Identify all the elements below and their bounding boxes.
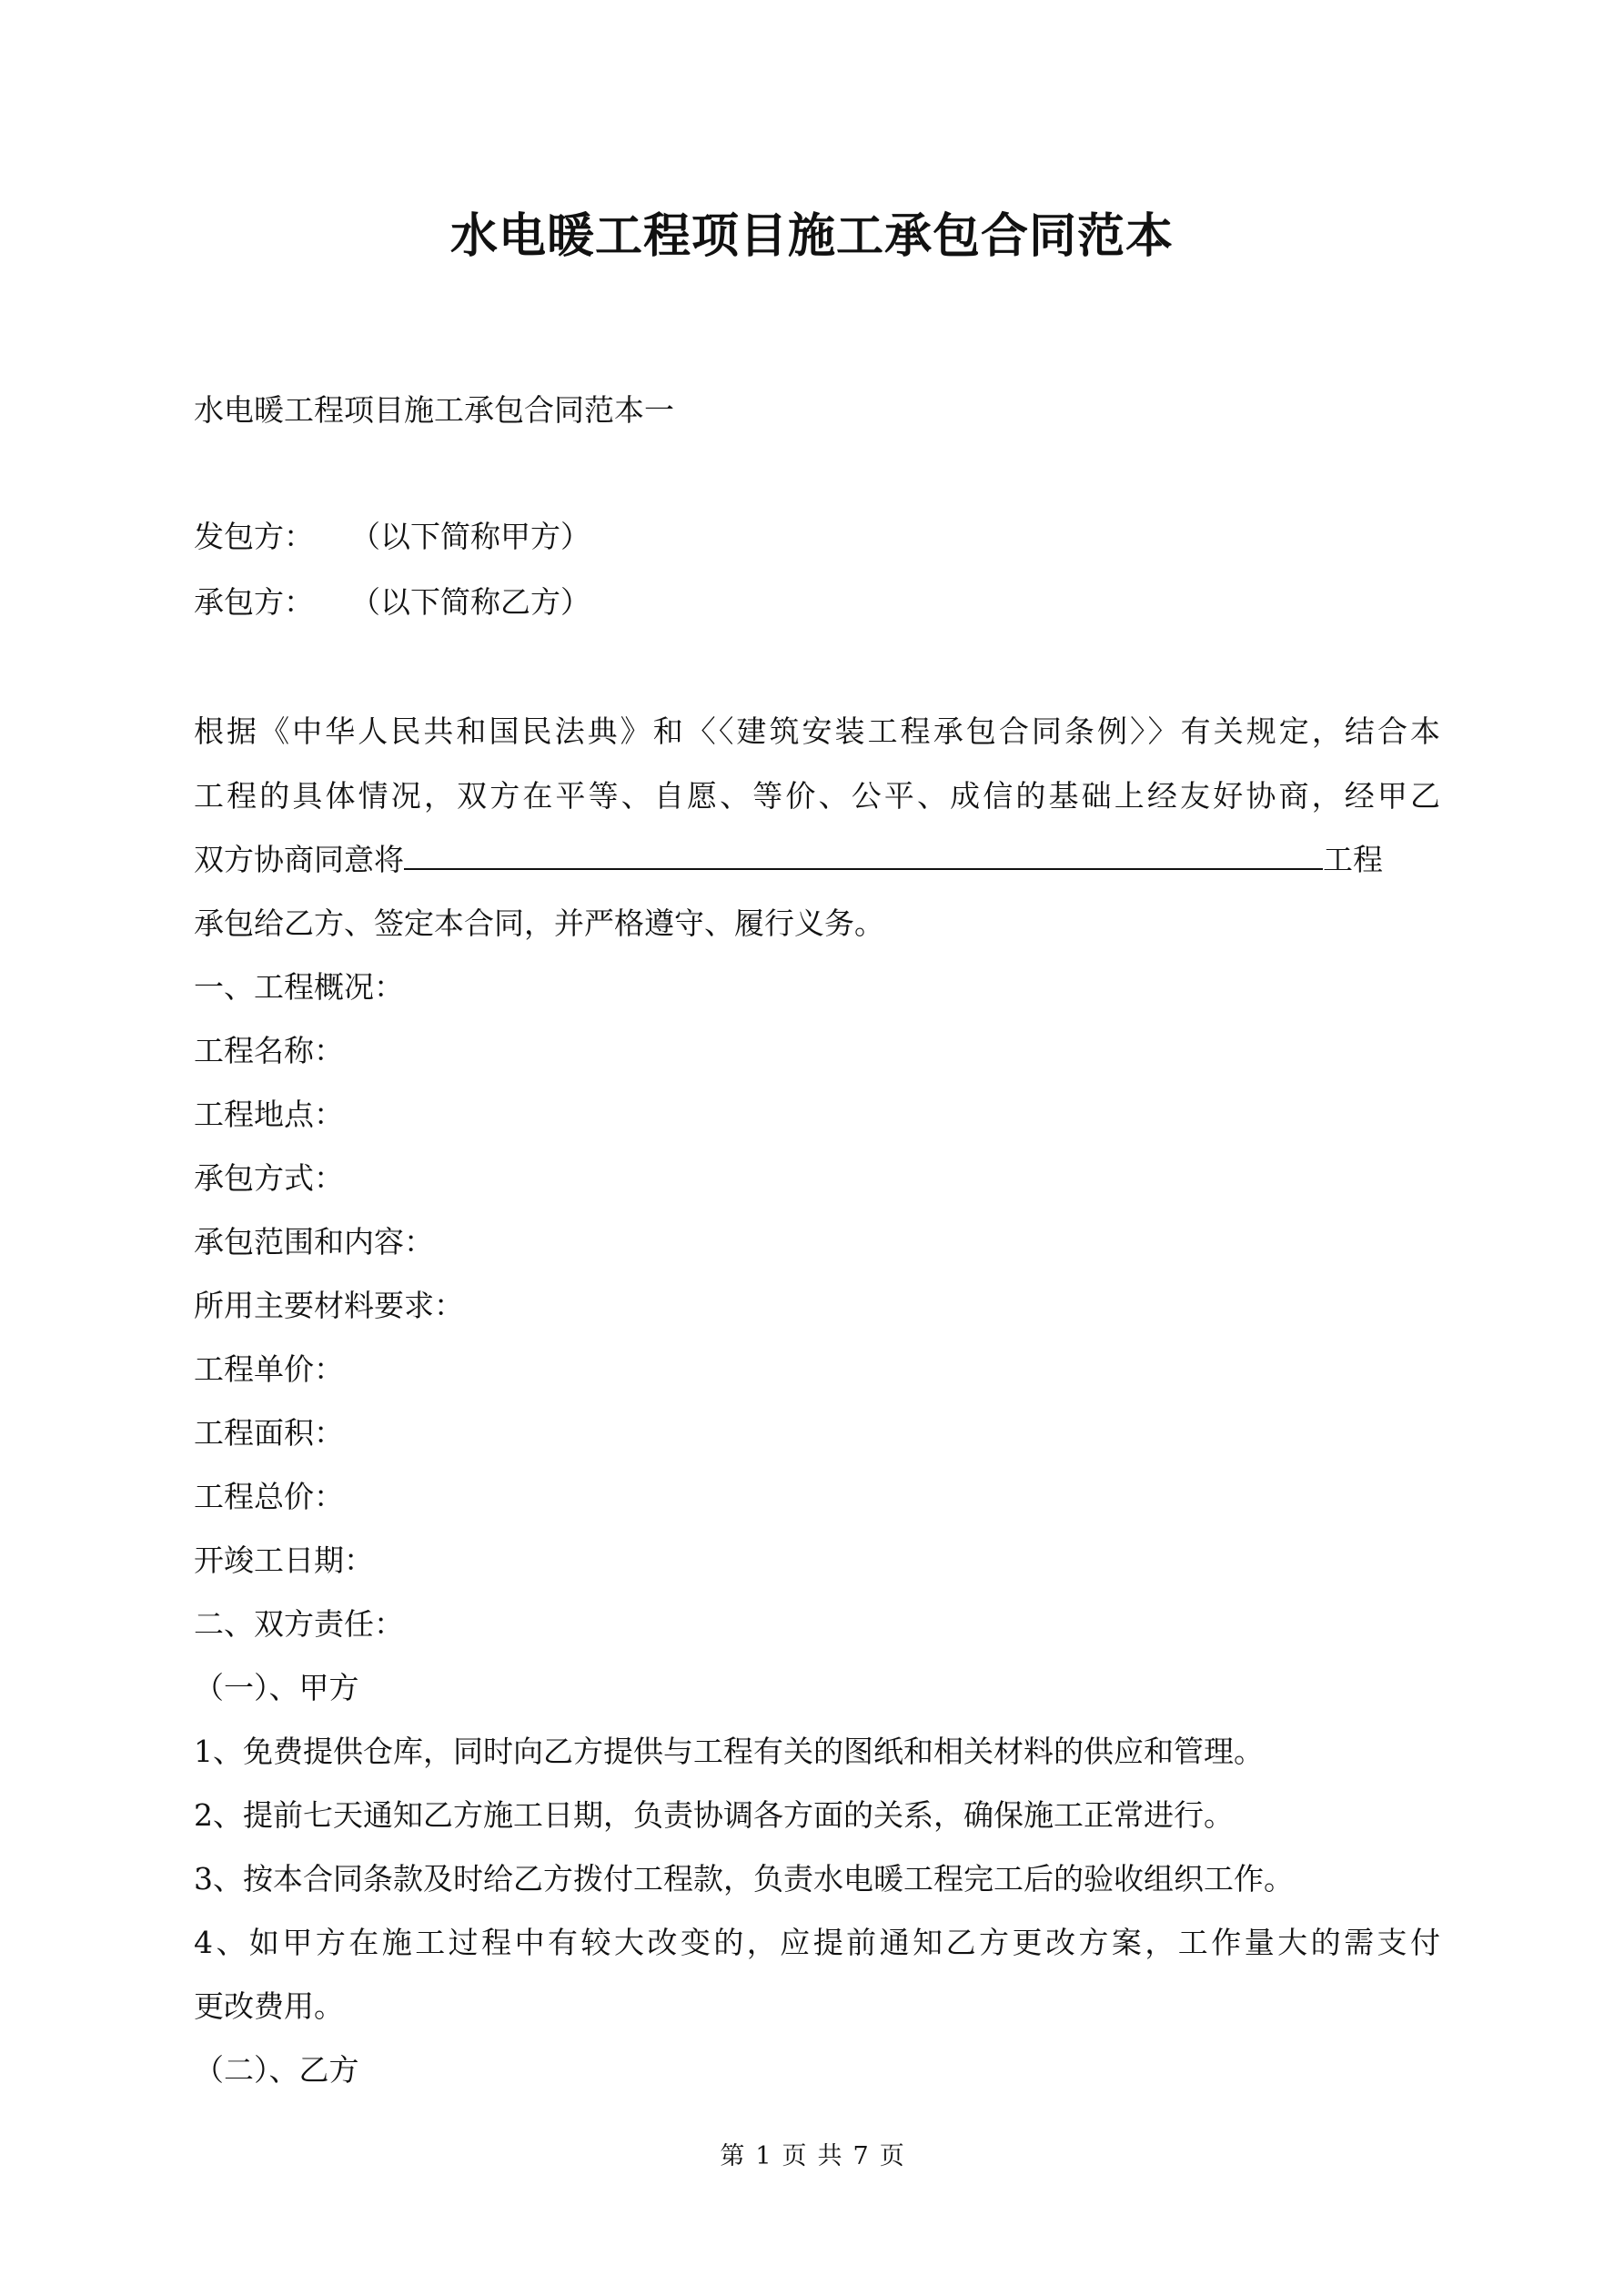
intro-line-3-before: 双方协商同意将 (194, 842, 404, 877)
field-materials: 所用主要材料要求： (194, 1288, 464, 1323)
intro-line-2: 工程的具体情况，双方在平等、自愿、等价、公平、成信的基础上经友好协商，经甲乙 (194, 778, 1440, 814)
field-project-name: 工程名称： (194, 1033, 344, 1068)
party-a-heading: （一）、甲方 (194, 1670, 359, 1705)
footer-suffix: 页 (879, 2142, 904, 2170)
footer-total-prefix: 共 (817, 2142, 842, 2170)
employer-note: （以下简称甲方） (350, 519, 590, 554)
contractor-line (194, 580, 590, 625)
contractor-label: 承包方： (194, 584, 314, 620)
employer-label: 发包方： (194, 519, 314, 554)
section-2-heading: 二、双方责任： (194, 1606, 404, 1642)
document-title: 水电暖工程项目施工承包合同范本 (449, 208, 1174, 264)
party-b-heading: （二）、乙方 (194, 2052, 359, 2088)
subtitle: 水电暖工程项目施工承包合同范本一 (194, 392, 674, 428)
contractor-note: （以下简称乙方） (350, 584, 590, 620)
party-a-item-4-line-1: 4、如甲方在施工过程中有较大改变的，应提前通知乙方更改方案，工作量大的需支付 (194, 1925, 1440, 1960)
field-contract-method: 承包方式： (194, 1160, 344, 1196)
footer-prefix: 第 (720, 2142, 745, 2170)
field-unit-price: 工程单价： (194, 1351, 344, 1387)
party-a-item-4-line-2: 更改费用。 (194, 1988, 344, 2024)
party-a-item-1: 1、免费提供仓库，同时向乙方提供与工程有关的图纸和相关材料的供应和管理。 (194, 1734, 1264, 1769)
footer-total-pages: 7 (852, 2142, 869, 2170)
page-footer (0, 2139, 1624, 2175)
field-project-location: 工程地点： (194, 1097, 344, 1132)
intro-line-4: 承包给乙方、签定本合同，并严格遵守、履行义务。 (194, 905, 884, 941)
intro-line-3 (194, 837, 1383, 883)
party-a-item-3: 3、按本合同条款及时给乙方拨付工程款，负责水电暖工程完工后的验收组织工作。 (194, 1861, 1294, 1896)
section-1-heading: 一、工程概况： (194, 969, 404, 1005)
field-total-price: 工程总价： (194, 1479, 344, 1514)
field-scope: 承包范围和内容： (194, 1224, 434, 1259)
footer-page-word: 页 (782, 2142, 807, 2170)
employer-line (194, 514, 590, 560)
party-a-item-2: 2、提前七天通知乙方施工日期，负责协调各方面的关系，确保施工正常进行。 (194, 1797, 1234, 1833)
intro-line-3-after: 工程 (1323, 842, 1383, 877)
footer-page-number: 1 (755, 2142, 772, 2170)
intro-line-1: 根据《中华人民共和国民法典》和〈〈建筑安装工程承包合同条例〉〉有关规定，结合本 (194, 713, 1440, 749)
field-dates: 开竣工日期： (194, 1542, 374, 1578)
field-area: 工程面积： (194, 1415, 344, 1451)
project-name-blank (404, 841, 1323, 870)
